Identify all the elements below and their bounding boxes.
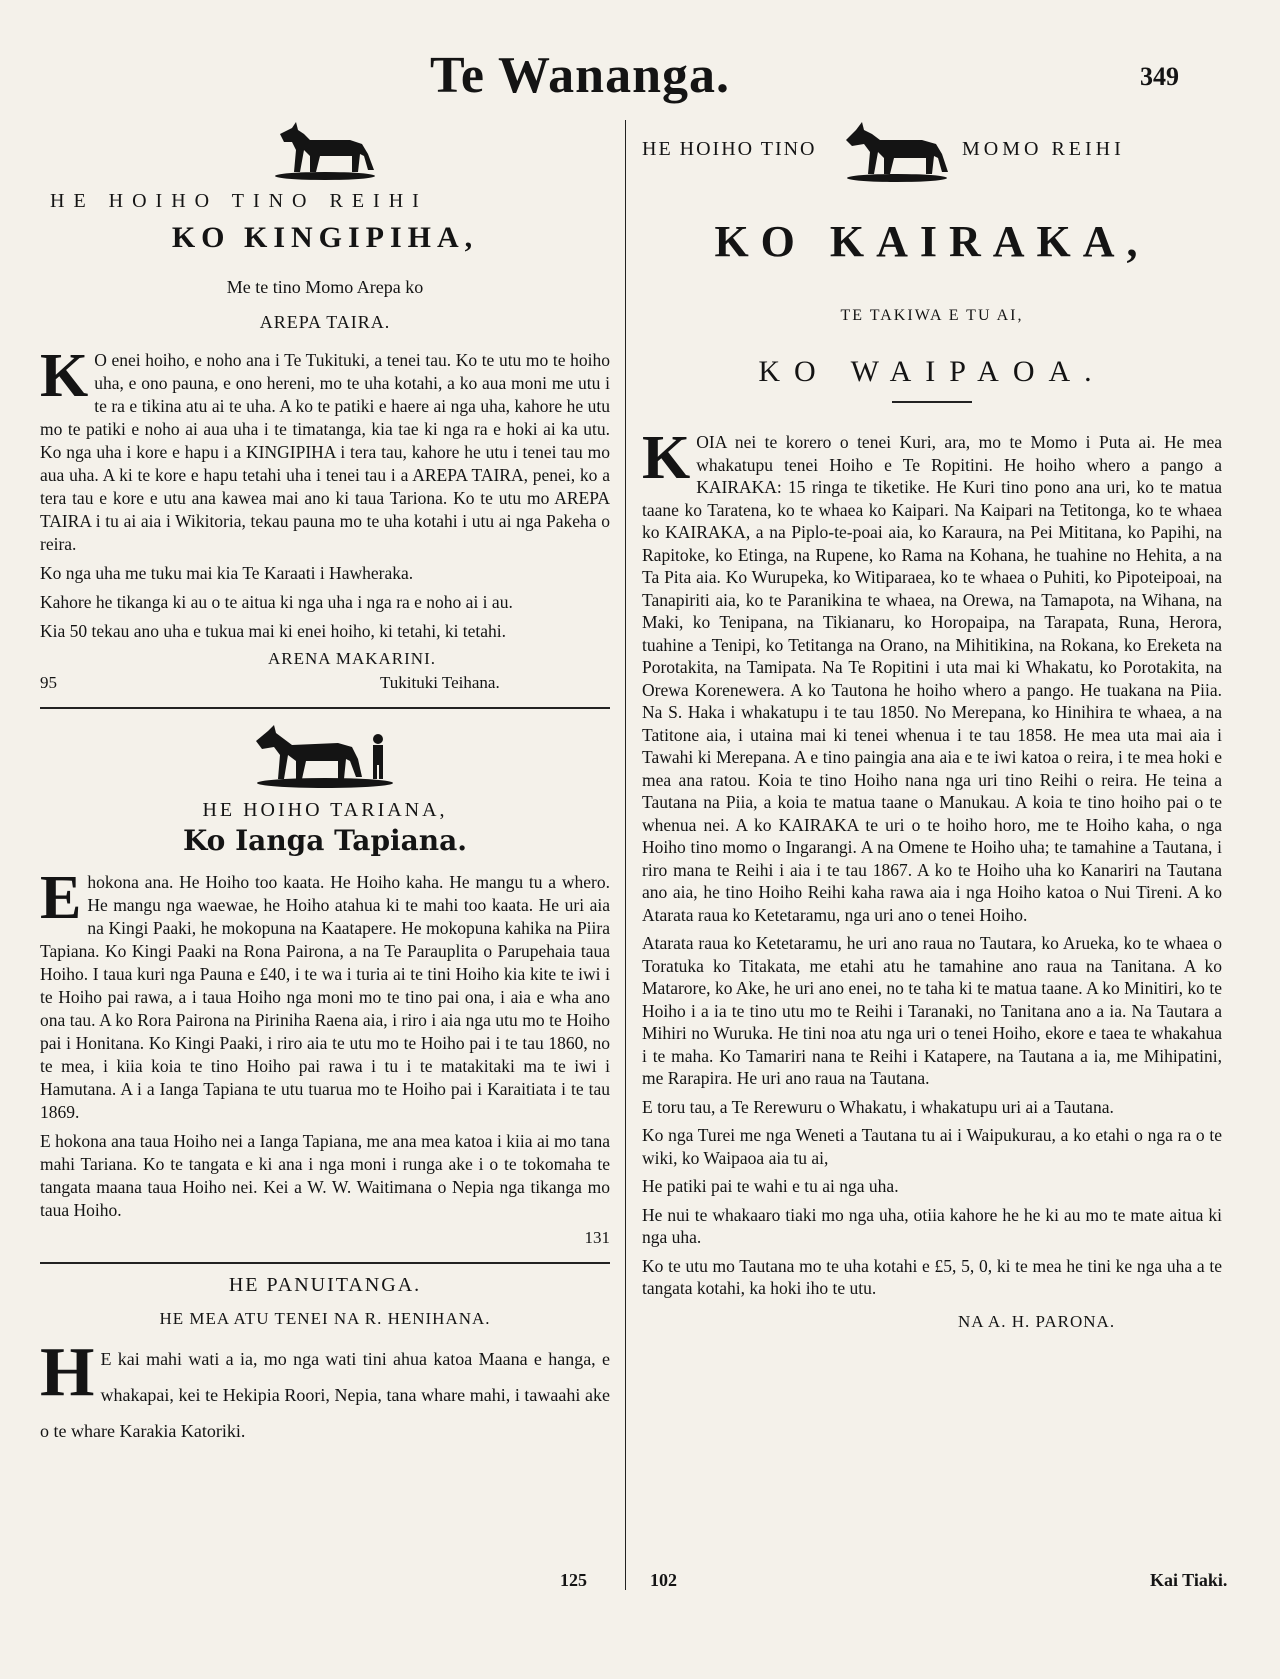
- ad-ianga-heading: HE HOIHO TARIANA,: [202, 799, 448, 821]
- ad-kingipiha: [40, 120, 610, 697]
- ad-ianga-footer-row: [40, 1228, 610, 1252]
- ad-kairaka-label-right: MOMO REIHI: [962, 138, 1125, 160]
- ad-kairaka-para5: He patiki pai te wahi e tu ai nga uha.: [642, 1176, 899, 1196]
- section-divider: [40, 707, 610, 709]
- ad-kairaka-para6: He nui te whakaaro tiaki mo nga uha, otiia kahore he he ki au mo te mate aitua ki nga uha.: [642, 1204, 1222, 1247]
- ad-kingipiha-signature: ARENA MAKARINI.: [268, 649, 436, 668]
- ad-kairaka-header: [642, 120, 1222, 190]
- ad-kingipiha-sire: AREPA TAIRA.: [259, 312, 391, 332]
- drop-cap: K: [40, 342, 89, 410]
- ad-kairaka-label-left: HE HOIHO TINO: [642, 138, 817, 160]
- horse-icon: [270, 120, 380, 180]
- newspaper-title: Te Wananga.: [430, 47, 731, 104]
- ad-kairaka-para2: Atarata raua ko Ketetaramu, he uri ano raua no Tautara, ko Arueka, ko te whaea o Toratuka ko Titakata, me etahi atu he tamahine ano raua na Tanitana. A ko Matarore, ko Ake, he uri ano enei, no te taha ki te matua taane. A ko Minitiri, ko te Hoiho i a ia te tino utu mo te Reihi i Taranaki, no Tanitana ano a ia. Na Tautara a Mihiri no Wuruka. He tini noa atu nga uri o tenei Hoiho, ekore e taea te whakahua i te maha. Ko Tamariri nana te Reihi i Katapere, na Tautana a ia, me Mihipatini, me Rarapira. He uri ano raua na Tautana.: [642, 933, 1222, 1088]
- ad-panuitanga-number: 125: [560, 1570, 587, 1590]
- ad-kairaka-name: KO KAIRAKA,: [714, 217, 1150, 266]
- right-column: [642, 120, 1222, 1338]
- ad-kingipiha-signature-row: [40, 649, 610, 673]
- ad-ianga-para2: E hokona ana taua Hoiho nei a Ianga Tapiana, me ana mea katoa i kiia ai mo tana mahi Tariana. Ko te tangata e ki ana i nga moni i runga ake i o te tokomaha te tangata maana taua Hoiho nei. Kei a W. W. Waitimana o Nepia nga tikanga mo taua Hoiho.: [40, 1131, 610, 1220]
- ad-ianga-name: Ko Ianga Tapiana.: [182, 824, 468, 857]
- drop-cap: E: [40, 864, 82, 932]
- drop-cap: K: [642, 424, 691, 492]
- ad-kairaka-takiwa: TE TAKIWA E TU AI,: [840, 307, 1024, 324]
- column-divider: [625, 120, 626, 1590]
- ad-kairaka-caretaker: Kai Tiaki.: [1150, 1570, 1228, 1590]
- horse-icon: [842, 120, 952, 182]
- ad-kairaka-signature-row: [642, 1306, 1222, 1338]
- left-column: [40, 120, 610, 1455]
- ad-kingipiha-heading: HE HOIHO TINO REIHI: [50, 190, 428, 212]
- ad-kairaka-place: KO WAIPAOA.: [758, 355, 1106, 388]
- ad-panuitanga-subline: HE MEA ATU TENEI NA R. HENIHANA.: [159, 1309, 491, 1328]
- drop-cap: H: [40, 1334, 95, 1411]
- ad-kairaka-para4: Ko nga Turei me nga Weneti a Tautana tu ai i Waipukurau, a ko etahi o nga ra o te wiki, ko Waipaoa aia tu ai,: [642, 1125, 1222, 1168]
- ad-kingipiha-para4: Kia 50 tekau ano uha e tukua mai ki enei hoiho, ki tetahi, ki tetahi.: [40, 621, 507, 641]
- ad-ianga-tapiana: [40, 719, 610, 1252]
- horse-with-handler-icon: [250, 719, 400, 789]
- masthead: [0, 46, 1280, 116]
- ad-panuitanga-para1: H E kai mahi wati a ia, mo nga wati tini ahua katoa Maana e hanga, e whakapai, kei te Hekipia Roori, Nepia, tana whare mahi, i tawaahi ake o te whare Karakia Katoriki.: [40, 1334, 610, 1441]
- section-divider: [40, 1262, 610, 1264]
- ad-kairaka-para7: Ko te utu mo Tautana mo te uha kotahi e £5, 5, 0, ki te mea he tini ke nga uha a te tangata kotahi, ka hoki iho te utu.: [642, 1255, 1222, 1298]
- ad-ianga-number: 131: [584, 1228, 610, 1247]
- ad-kairaka-signature: NA A. H. PARONA.: [958, 1311, 1116, 1331]
- ad-kairaka-para3: E toru tau, a Te Rerewuru o Whakatu, i whakatupu uri ai a Tautana.: [642, 1096, 1114, 1117]
- ad-ianga-para1: Ehokona ana. He Hoiho too kaata. He Hoiho kaha. He mangu tu a whero. He mangu nga waewae, he Hoiho atahua ki te mahi too kaata. He uri aia na Kingi Paaki, he mokopuna na Kaatapere. He mokopuna kahika na Piira Tapiana. Ko Kingi Paaki na Rona Pairona, a na Te Parauplita o Parupehaia taua Hoiho. I taua kuri nga Pauna e £40, i te wa i turia ai te tini Hoiho kia kite te iwi i te Hoiho pai rawa, a i taua Hoiho nga moni mo te tino pai ona, i aia e wha ano ona tau. A ko Rora Pairona na Piriniha Raena aia, i riro i aia nga utu mo te Hoiho pai i Honitana. Ko Kingi Paaki, i riro aia te utu mo te Hoiho pai i te tau 1860, no te mea, i kiia koia te tino Hoiho pai rawa i tu i te matakitaki ma te iwi i Hamutana. A i a Ianga Tapiana te utu tuarua mo te Hoiho pai i Karaitiata i te tau 1869.: [40, 864, 610, 1122]
- ad-kingipiha-subline: Me te tino Momo Arepa ko: [226, 277, 424, 297]
- ad-kingipiha-footer-row: [40, 673, 610, 697]
- ad-kingipiha-number: 95: [40, 673, 57, 692]
- ad-panuitanga: [40, 1274, 610, 1449]
- ad-kairaka-para1: KOIA nei te korero o tenei Kuri, ara, mo te Momo i Puta ai. He mea whakatupu tenei Hoiho e Te Ropitini. He hoiho whero a pango a KAIRAKA: 15 ringa te tiketike. He Kuri tino pono ana uri, ko te matua taane ko Taratena, ko te whaea ko Kaipari. Na Kaipari na Tetitonga, ko te whaea ko KAIRAKA, a na Piplo-te-poai aia, ko Karaura, na Pei Mititana, ko Papihi, na Rapitoke, ko Etinga, na Rupene, ko Rama na Kohana, he tuahine no Hehita, a na Ta Pita aia. Ko Wurupeka, ko Witiparaea, ko te whaea o Puhiti, ko Pipoteipoai, na Tanapiriti aia, ko te Paranikina te whaea, na Orewa, na Tamapota, na Wihana, na Maki, ko Tenipana, na Tikianaru, ko Horopaipa, na Tarapata, Runa, Herora, tuahine a Tenipi, ko Tetitanga na Orano, na Mihitikina, na Rokana, ko Ereketa na Porotakita, na Tamipata. Na Te Ropitini i uta mai ki Whakatu, ko Porotakita, na Orewa Korenewera. A ko Tautona he hoiho whero a pango. He tuakana na Piia. Na S. Haka i whakatupu i te tau 1850. No Merepana, ko Hinihira te whaea, a na Tatitone aia, i utaina mai ki tenei whenua i te tau 1858. He mea uta mai aia i Tawahi ki Merepana. A e tino paingia ana aia e te iwi katoa o reira, i te mea hoki e mea ana ratou. Koia te tino Hoiho nana nga uri tino Reihi o reira. He teina a Tautana na Piia, a koia te matua taane o Manukau. A koia te tino hoiho pai o te whenua nei. A ko KAIRAKA te uri o te hoiho horo, me te Hoiho kaha, o nga Hoiho tino momo o Ingarangi. A na Omene te Hoiho uha; te tamahine a Tautana, i riro mana te Reihi i aia i te tau 1867. A ko te Hoiho uha ko Kanariri na Tautana ano aia, he tino Hoiho Reihi kaha rawa aia i nga Hoiho katoa o Nui Tireni. A ko Atarata raua ko Ketetaramu, nga uri ano o tenei Hoiho.: [642, 424, 1222, 925]
- ad-kingipiha-para1: K O enei hoiho, e noho ana i Te Tukituki, a tenei tau. Ko te utu mo te hoiho uha, e ono pauna, e ono hereni, mo te uha kotahi, a ko aua moni me utu i te ra e tikina atu ai te uha. A ko te patiki e haere ai nga uha, kahore he utu mo te patiki e noho ai aua uha i te timatanga, kia tae ki nga ra e hoki ai ka utu. Ko nga uha i kore e hapu i a KINGIPIHA i tera tau, kahore he utu i tenei tau mo aua uha. A ki te kore e hapu tetahi uha i tenei tau i a AREPA TAIRA, penei, ko a tera tau e kore e utu ana kawea mai ano ki taua Tariona. Ko te utu mo AREPA TAIRA i tu ai aia i Wikitoria, tekau pauna mo te uha kotahi i utu ai nga Pakeha o reira.: [40, 342, 610, 554]
- short-divider: [892, 401, 972, 403]
- ad-panuitanga-heading: HE PANUITANGA.: [228, 1274, 422, 1296]
- ad-kairaka-number: 102: [650, 1570, 677, 1590]
- page-number: 349: [1140, 62, 1179, 91]
- ad-kingipiha-para2: Ko nga uha me tuku mai kia Te Karaati i Hawheraka.: [40, 563, 414, 583]
- ad-kingipiha-para3: Kahore he tikanga ki au o te aitua ki nga uha i nga ra e noho ai i au.: [40, 592, 513, 612]
- ad-kingipiha-place: Tukituki Teihana.: [380, 673, 500, 692]
- ad-kingipiha-name: KO KINGIPIHA,: [171, 221, 479, 254]
